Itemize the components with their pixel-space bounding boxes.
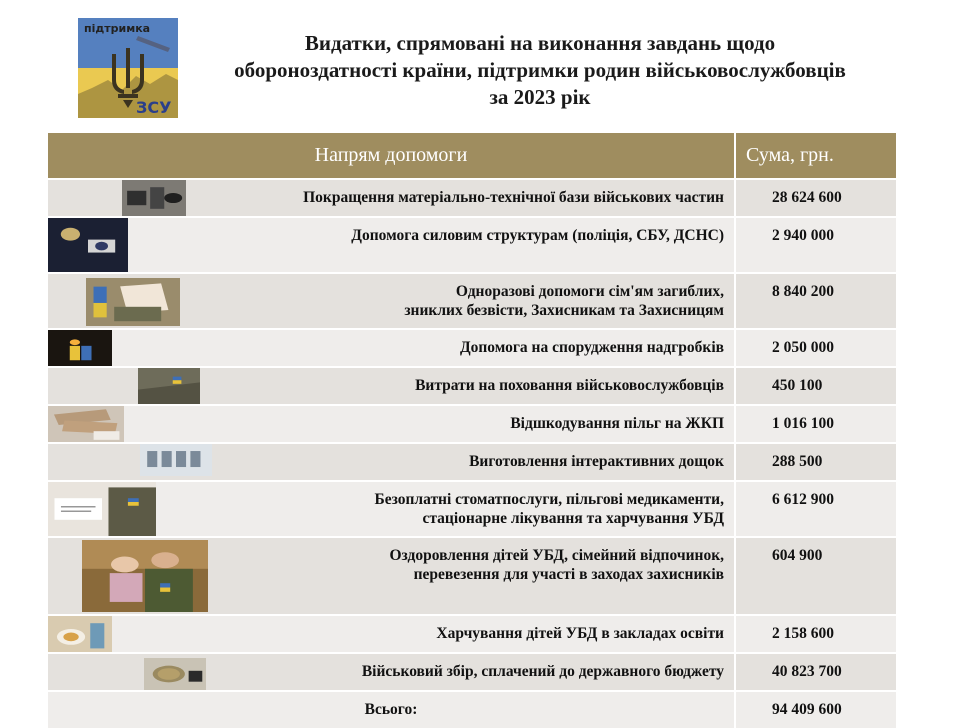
row-amount-value: 28 624 600: [772, 189, 842, 206]
row-amount: [735, 481, 896, 537]
row-label-line: Харчування дітей УБД в закладах освіти: [436, 625, 724, 642]
table-row: [48, 273, 896, 329]
row-label: [48, 330, 724, 357]
row-amount-value: 604 900: [772, 547, 823, 564]
support-zsu-logo: [78, 18, 178, 118]
table-row: [48, 653, 896, 691]
row-amount-value: 2 158 600: [772, 625, 834, 642]
row-label: [48, 218, 724, 245]
row-direction: [48, 217, 735, 273]
row-amount: [735, 653, 896, 691]
row-label: [48, 538, 724, 584]
total-label: Всього:: [364, 701, 418, 718]
row-label: [48, 274, 724, 320]
row-label-line: Виготовлення інтерактивних дощок: [469, 453, 724, 470]
row-label: [48, 616, 724, 643]
row-direction: [48, 443, 735, 481]
row-label-line: Витрати на поховання військовослужбовців: [415, 377, 724, 394]
row-label-line: Допомога на спорудження надгробків: [459, 339, 724, 356]
row-label-line: зниклих безвісти, Захисникам та Захисницям: [404, 302, 724, 319]
row-amount-value: 2 940 000: [772, 227, 834, 244]
row-amount: [735, 179, 896, 217]
row-amount-value: 1 016 100: [772, 415, 834, 432]
row-amount: [735, 615, 896, 653]
row-direction: [48, 653, 735, 691]
row-label: [48, 368, 724, 395]
row-amount: [735, 443, 896, 481]
title-line: Видатки, спрямовані на виконання завдань щодо: [304, 31, 776, 55]
total-row: [48, 691, 896, 728]
expenditure-table: [48, 133, 896, 728]
row-label-line: Безоплатні стоматпослуги, пільгові медикаменти,: [374, 491, 724, 508]
row-amount: [735, 367, 896, 405]
total-amount: 94 409 600: [772, 701, 842, 718]
row-amount-value: 288 500: [772, 453, 823, 470]
row-amount: [735, 537, 896, 615]
row-amount: [735, 273, 896, 329]
row-amount: [735, 405, 896, 443]
row-label: [48, 180, 724, 207]
row-amount-value: 6 612 900: [772, 491, 834, 508]
row-label-line: Військовий збір, сплачений до державного бюджету: [361, 663, 724, 680]
row-label: [48, 654, 724, 681]
row-label: [48, 482, 724, 528]
row-direction: [48, 481, 735, 537]
table-row: [48, 179, 896, 217]
row-label-line: Допомога силовим структурам (поліція, СБУ, ДСНС): [351, 227, 724, 244]
header-direction: Напрям допомоги: [48, 133, 735, 179]
table-row: [48, 405, 896, 443]
table-row: [48, 615, 896, 653]
table-row: [48, 443, 896, 481]
row-label: [48, 406, 724, 433]
page-title: [185, 30, 895, 111]
row-label: [48, 444, 724, 471]
row-amount: [735, 329, 896, 367]
row-label-line: перевезення для участі в заходах захисників: [413, 566, 724, 583]
row-direction: [48, 405, 735, 443]
title-line: обороноздатності країни, підтримки родин військовослужбовців: [234, 58, 846, 82]
row-label-line: Відшкодування пільг на ЖКП: [510, 415, 724, 432]
row-direction: [48, 367, 735, 405]
table-row: [48, 329, 896, 367]
table-row: [48, 481, 896, 537]
table-row: [48, 217, 896, 273]
row-label-line: Покращення матеріально-технічної бази військових частин: [303, 189, 724, 206]
row-amount-value: 40 823 700: [772, 663, 842, 680]
title-line: за 2023 рік: [489, 85, 591, 109]
row-amount-value: 450 100: [772, 377, 823, 394]
row-label-line: Одноразові допомоги сім'ям загиблих,: [455, 283, 724, 300]
row-direction: [48, 329, 735, 367]
row-amount-value: 2 050 000: [772, 339, 834, 356]
svg-text:підтримка: підтримка: [84, 22, 151, 35]
header-amount: Сума, грн.: [735, 133, 896, 179]
svg-text:ЗСУ: ЗСУ: [136, 98, 172, 117]
total-label-cell: [48, 691, 735, 728]
row-label-line: стаціонарне лікування та харчування УБД: [422, 510, 724, 527]
table-row: [48, 537, 896, 615]
row-direction: [48, 273, 735, 329]
row-direction: [48, 537, 735, 615]
row-amount-value: 8 840 200: [772, 283, 834, 300]
table-header-row: [48, 133, 896, 179]
row-direction: [48, 179, 735, 217]
row-direction: [48, 615, 735, 653]
total-amount-cell: [735, 691, 896, 728]
table-row: [48, 367, 896, 405]
row-amount: [735, 217, 896, 273]
row-label-line: Оздоровлення дітей УБД, сімейний відпочинок,: [389, 547, 724, 564]
